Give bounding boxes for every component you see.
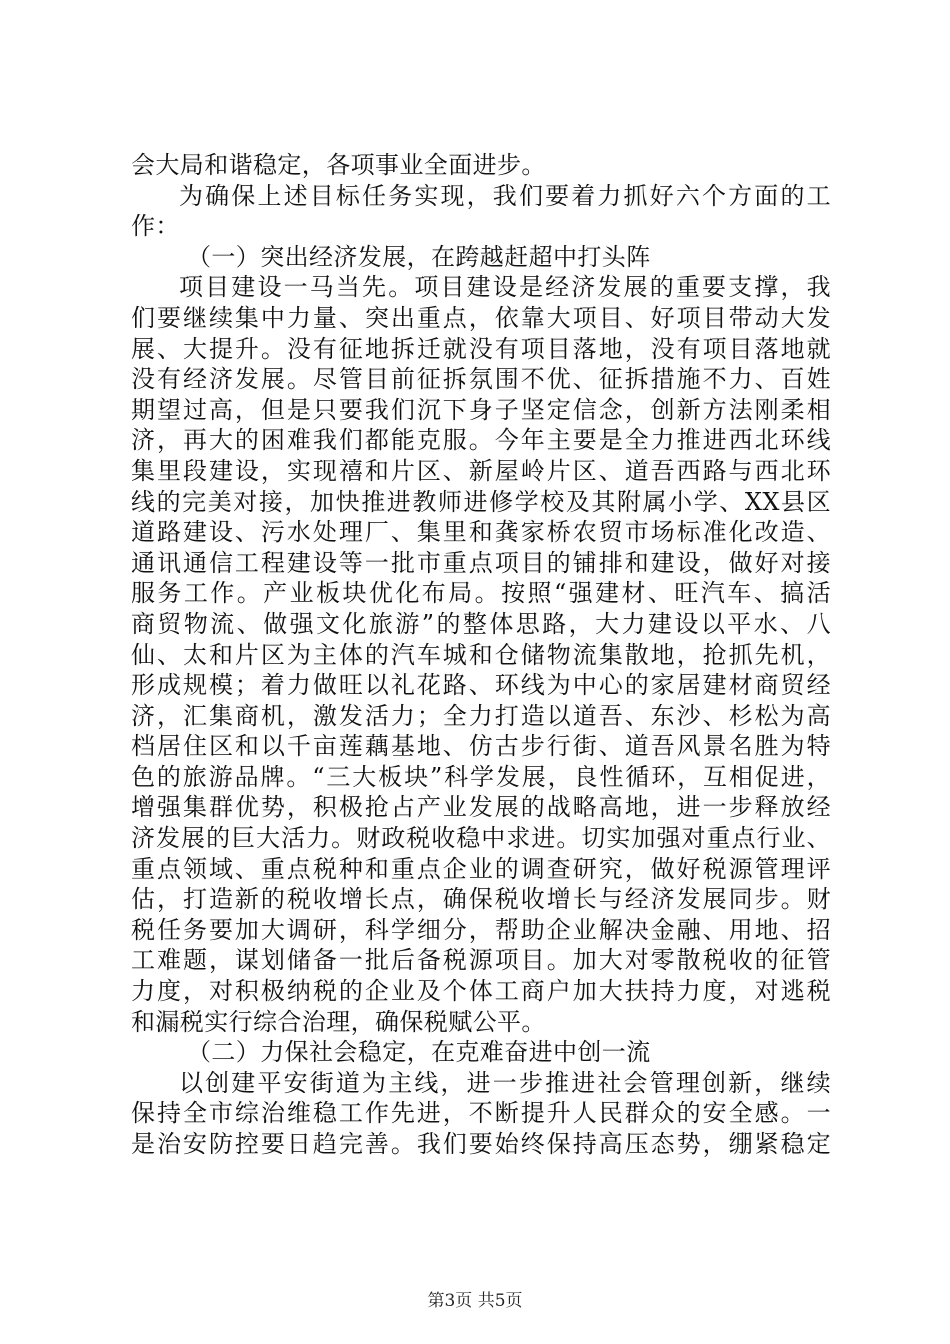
text-line: 商贸物流、做强文化旅游”的整体思路，大力建设以平水、八 xyxy=(131,609,831,638)
text-line: 济，汇集商机，激发活力；全力打造以道吾、东沙、杉松为高 xyxy=(131,701,831,730)
text-line: 济，再大的困难我们都能克服。今年主要是全力推进西北环线 xyxy=(131,426,831,455)
text-line: 道路建设、污水处理厂、集里和龚家桥农贸市场标准化改造、 xyxy=(131,518,831,547)
text-line: 线的完美对接，加快推进教师进修学校及其附属小学、XX县区 xyxy=(131,487,831,516)
text-line: 作： xyxy=(131,212,180,241)
page-footer: 第3页 共5页 xyxy=(427,1291,523,1311)
text-line: 没有经济发展。尽管目前征拆氛围不优、征拆措施不力、百姓 xyxy=(131,365,831,394)
text-line: 为确保上述目标任务实现，我们要着力抓好六个方面的工 xyxy=(179,181,831,210)
text-line: 税任务要加大调研，科学细分，帮助企业解决金融、用地、招 xyxy=(131,915,831,944)
document-body xyxy=(131,150,831,1160)
text-line: 保持全市综治维稳工作先进，不断提升人民群众的安全感。一 xyxy=(131,1099,831,1128)
text-line: 集里段建设，实现禧和片区、新屋岭片区、道吾西路与西北环 xyxy=(131,456,831,485)
text-line: 服务工作。产业板块优化布局。按照“强建材、旺汽车、搞活 xyxy=(131,579,831,608)
text-line: 展、大提升。没有征地拆迁就没有项目落地，没有项目落地就 xyxy=(131,334,831,363)
text-line: 档居住区和以千亩莲藕基地、仿古步行街、道吾风景名胜为特 xyxy=(131,732,831,761)
text-line: 以创建平安街道为主线，进一步推进社会管理创新，继续 xyxy=(179,1068,831,1097)
text-line: 增强集群优势，积极抢占产业发展的战略高地，进一步释放经 xyxy=(131,793,831,822)
text-line: 估，打造新的税收增长点，确保税收增长与经济发展同步。财 xyxy=(131,885,831,914)
text-line: 是治安防控要日趋完善。我们要始终保持高压态势，绷紧稳定 xyxy=(131,1130,831,1158)
text-line: 通讯通信工程建设等一批市重点项目的铺排和建设，做好对接 xyxy=(131,548,831,577)
text-line: 色的旅游品牌。“三大板块”科学发展，良性循环，互相促进， xyxy=(131,762,831,791)
text-line: 期望过高，但是只要我们沉下身子坚定信念，创新方法刚柔相 xyxy=(131,395,831,424)
text-line: 重点领域、重点税种和重点企业的调查研究，做好税源管理评 xyxy=(131,854,831,883)
text-line: 济发展的巨大活力。财政税收稳中求进。切实加强对重点行业、 xyxy=(131,824,831,853)
text-line: 项目建设一马当先。项目建设是经济发展的重要支撑，我 xyxy=(179,273,831,302)
text-line: 仙、太和片区为主体的汽车城和仓储物流集散地，抢抓先机， xyxy=(131,640,831,669)
text-line: 力度，对积极纳税的企业及个体工商户加大扶持力度，对逃税 xyxy=(131,977,831,1006)
text-line: 和漏税实行综合治理，确保税赋公平。 xyxy=(131,1007,546,1036)
text-line: 会大局和谐稳定，各项事业全面进步。 xyxy=(131,151,546,179)
text-line: （二）力保社会稳定，在克难奋进中创一流 xyxy=(187,1038,651,1067)
text-line: 形成规模；着力做旺以礼花路、环线为中心的家居建材商贸经 xyxy=(131,671,831,700)
text-line: （一）突出经济发展，在跨越赶超中打头阵 xyxy=(187,242,651,271)
text-line: 工难题，谋划储备一批后备税源项目。加大对零散税收的征管 xyxy=(131,946,831,975)
text-line: 们要继续集中力量、突出重点，依靠大项目、好项目带动大发 xyxy=(131,303,831,332)
